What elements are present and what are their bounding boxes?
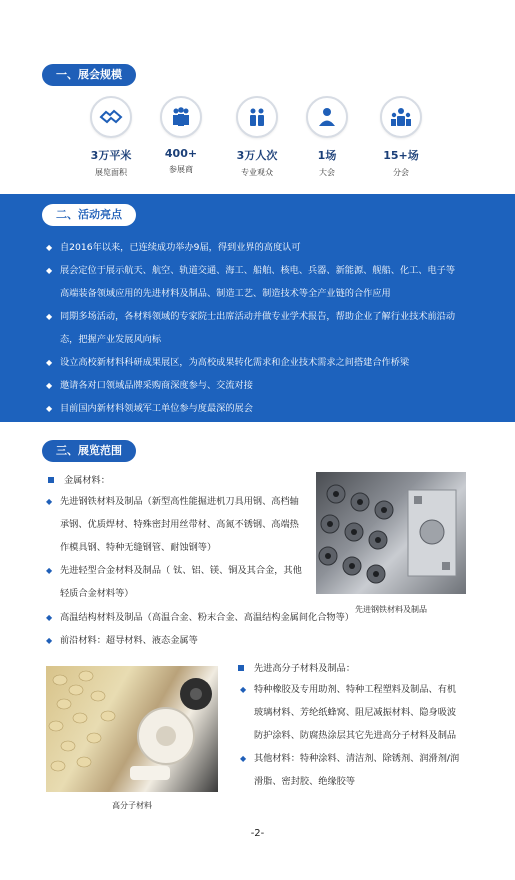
stat-value: 3万平米 (90, 149, 132, 162)
metal-list-2 (46, 606, 354, 652)
stat-value: 15+场 (383, 149, 419, 162)
list-item: ◆ 高温结构材料及制品（高温合金、粉末合金、高温结构金属间化合物等） (46, 606, 346, 629)
section3-title: 三、展览范围 (42, 440, 136, 462)
page-number: -2- (250, 828, 265, 839)
polymer-heading-text: 先进高分子材料及制品： (254, 663, 356, 674)
stat-label: 专业观众 (241, 168, 273, 177)
metal-heading (48, 472, 110, 486)
polymer-materials-photo (46, 666, 218, 792)
list-item: ◆ 自2016年以来，已连续成功举办9届，得到业界的高度认可 (46, 236, 476, 259)
section2-title: 二、活动亮点 (42, 204, 136, 226)
handshake-icon (90, 96, 132, 138)
list-item-continuation: 滑脂、密封胶、绝缘胶等 (254, 776, 356, 787)
list-item: ◆ 先进钢铁材料及制品（新型高性能掘进机刀具用钢、高档轴 (46, 490, 314, 513)
list-item: ◆ 前沿材料：超导材料、液态金属等 (46, 629, 346, 652)
list-item: ◆ 目前国内新材料领域军工单位参与度最深的展会 (46, 397, 476, 420)
list-item: ◆ 其他材料：特种涂料、清洁剂、除锈剂、润滑剂/润 (240, 747, 480, 770)
highlights-list (46, 236, 476, 420)
scale-stats (0, 96, 515, 178)
stat-label: 大会 (319, 168, 335, 177)
stat-value: 3万人次 (236, 149, 278, 162)
stat-label: 分会 (393, 168, 409, 177)
list-item-continuation: 玻璃材料、芳纶纸蜂窝、阻尼减振材料、隐身吸波 (254, 707, 457, 718)
highlights-band (0, 194, 515, 422)
list-item-continuation: 轻质合金材料等） (60, 588, 134, 599)
team-icon (380, 96, 422, 138)
list-item-continuation: 防护涂料、防腐热涂层其它先进高分子材料及制品 (254, 730, 457, 741)
square-bullet-icon (48, 477, 54, 483)
polymer-list (240, 678, 480, 793)
steel-photo-caption: 先进钢铁材料及制品 (355, 605, 427, 614)
list-item-continuation: 作模具钢、特种无缝钢管、耐蚀钢等） (60, 542, 217, 553)
people-icon (236, 96, 278, 138)
list-item-continuation: 态，把握产业发展风向标 (60, 334, 162, 345)
metal-list (46, 490, 314, 605)
stat-label: 展览面积 (95, 168, 127, 177)
stat-label: 参展商 (169, 165, 193, 174)
list-item-continuation: 承钢、优质焊材、特殊密封用丝带材、高氮不锈钢、高端热 (60, 519, 299, 530)
stat-value: 400+ (164, 147, 198, 160)
list-item: ◆ 设立高校新材料科研成果展区，为高校成果转化需求和企业技术需求之间搭建合作桥梁 (46, 351, 476, 374)
stat-subforums (356, 96, 446, 178)
stat-value: 1场 (317, 149, 337, 162)
list-item: ◆ 先进轻型合金材料及制品（ 钛、铝、镁、铜及其合金，其他 (46, 559, 314, 582)
list-item: ◆ 邀请各对口领域品牌采购商深度参与、交流对接 (46, 374, 476, 397)
square-bullet-icon (238, 665, 244, 671)
list-item: ◆ 特种橡胶及专用助剂、特种工程塑料及制品、有机 (240, 678, 480, 701)
polymer-heading (238, 660, 355, 674)
steel-materials-photo (316, 472, 466, 594)
person-icon (306, 96, 348, 138)
section1-title: 一、展会规模 (42, 64, 136, 86)
list-item-continuation: 高端装备领域应用的先进材料及制品、制造工艺、制造技术等全产业链的合作应用 (60, 288, 391, 299)
metal-heading-text: 金属材料： (64, 475, 110, 486)
group-icon (160, 96, 202, 138)
list-item: ◆ 展会定位于展示航天、航空、轨道交通、海工、船舶、核电、兵器、新能源、舰船、化工、电子等 (46, 259, 476, 282)
polymer-photo-caption: 高分子材料 (112, 801, 152, 810)
list-item: ◆ 同期多场活动，各材料领域的专家院士出席活动并做专业学术报告，帮助企业了解行业技术前沿动 (46, 305, 476, 328)
